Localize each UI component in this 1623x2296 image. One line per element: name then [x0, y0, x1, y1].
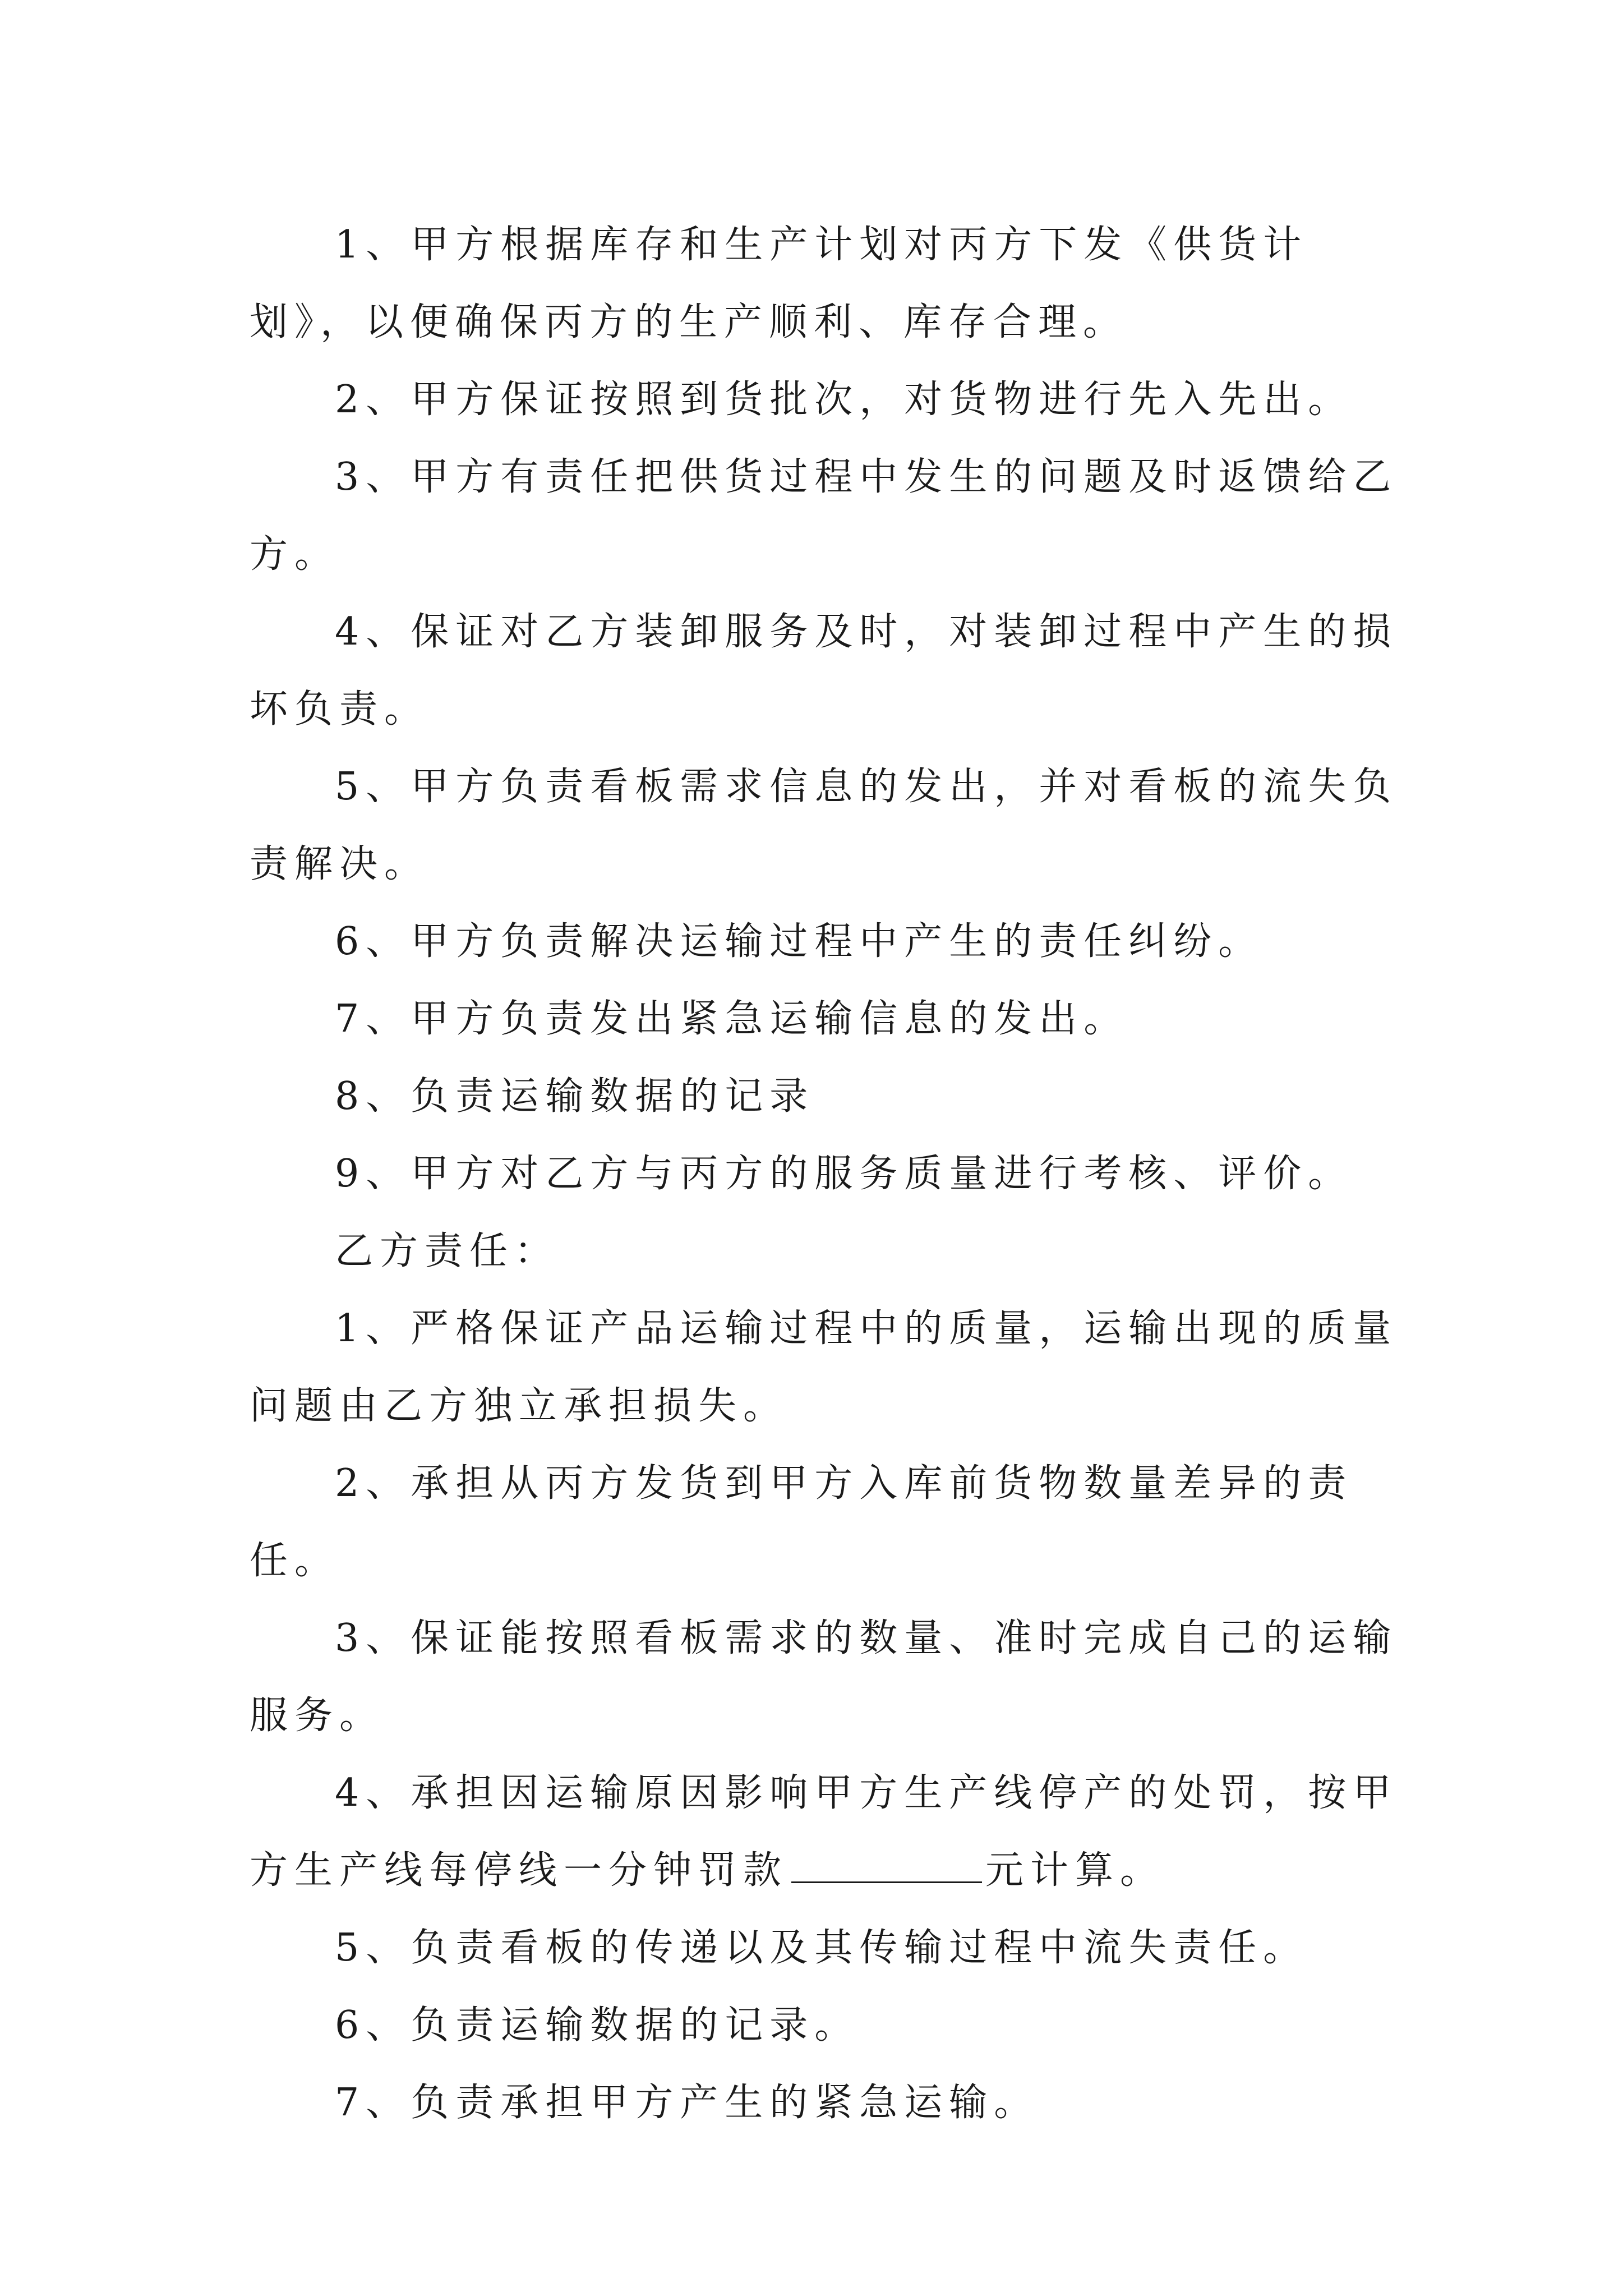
clause-a1: 1、甲方根据库存和生产计划对丙方下发《供货计划》，以便确保丙方的生产顺利、库存合理。: [250, 223, 1308, 344]
clause-a3: 3、甲方有责任把供货过程中发生的问题及时返馈给乙方。: [250, 455, 1398, 577]
clause-a7: 7、甲方负责发出紧急运输信息的发出。: [335, 997, 1129, 1041]
clause-a9: 9、甲方对乙方与丙方的服务质量进行考核、评价。: [335, 1152, 1353, 1196]
clause-b4-after: 元计算。: [985, 1848, 1165, 1893]
fine-amount-blank: [791, 1846, 982, 1883]
clause-b4-before: 4、承担因运输原因影响甲方生产线停产的处罚，按甲方生产线每停线一分钟罚款: [250, 1771, 1398, 1893]
clause-b5: 5、负责看板的传递以及其传输过程中流失责任。: [335, 1926, 1308, 1970]
clause-b7: 7、负责承担甲方产生的紧急运输。: [335, 2081, 1039, 2125]
clause-b3: 3、保证能按照看板需求的数量、准时完成自己的运输服务。: [250, 1616, 1398, 1738]
clause-a2: 2、甲方保证按照到货批次，对货物进行先入先出。: [335, 378, 1353, 422]
clause-a6: 6、甲方负责解决运输过程中产生的责任纠纷。: [335, 919, 1264, 964]
clause-b1: 1、严格保证产品运输过程中的质量，运输出现的质量问题由乙方独立承担损失。: [250, 1306, 1398, 1428]
section-heading-party-b: 乙方责任：: [335, 1229, 560, 1273]
clause-a5: 5、甲方负责看板需求信息的发出，并对看板的流失负责解决。: [250, 765, 1398, 886]
document-body: [250, 206, 1402, 2142]
clause-b6: 6、负责运输数据的记录。: [335, 2003, 860, 2047]
clause-a8: 8、负责运输数据的记录: [335, 1074, 815, 1119]
clause-a4: 4、保证对乙方装卸服务及时，对装卸过程中产生的损坏负责。: [250, 610, 1398, 731]
clause-b2: 2、承担从丙方发货到甲方入库前货物数量差异的责任。: [250, 1461, 1353, 1583]
clause-b4: [250, 1755, 1402, 1910]
